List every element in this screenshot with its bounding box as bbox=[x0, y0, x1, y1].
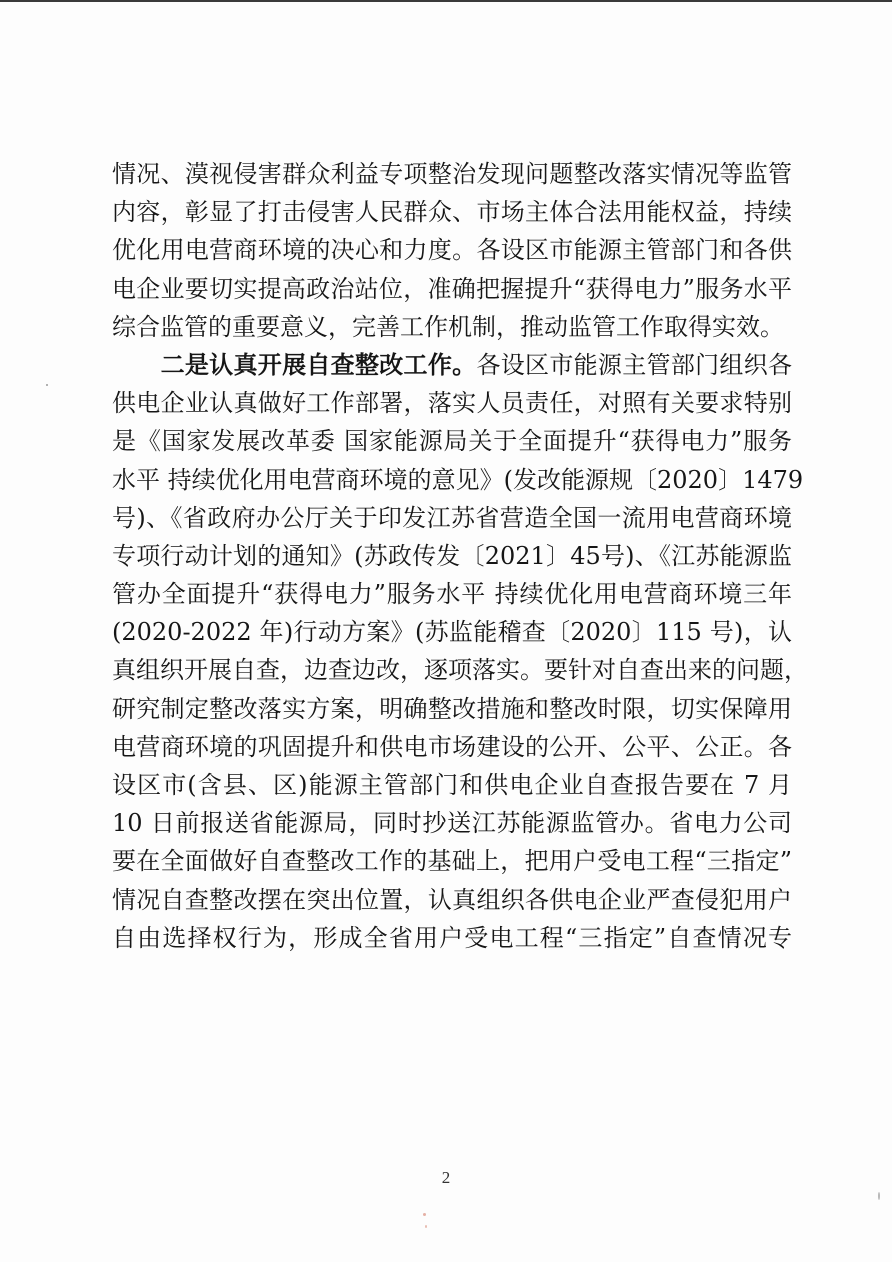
text-line: 水平 持续优化用电营商环境的意见》(发改能源规〔2020〕1479 bbox=[112, 465, 804, 494]
text-line: (2020-2022 年)行动方案》(苏监能稽查〔2020〕115 号)，认 bbox=[112, 618, 792, 647]
text-line: 情况自查整改摆在突出位置，认真组织各供电企业严查侵犯用户 bbox=[112, 885, 792, 914]
section-lead-text: 各设区市能源主管部门组织各 bbox=[476, 350, 793, 379]
text-line: 情况、漠视侵害群众利益专项整治发现问题整改落实情况等监管 bbox=[112, 160, 792, 188]
text-line: 是《国家发展改革委 国家能源局关于全面提升“获得电力”服务 bbox=[112, 427, 792, 456]
scan-speck bbox=[423, 1213, 426, 1216]
text-line bbox=[112, 957, 792, 995]
text-line: 电营商环境的巩固提升和供电市场建设的公开、公平、公正。各 bbox=[112, 732, 792, 761]
scan-speck bbox=[425, 1225, 427, 1228]
text-line: 电企业要切实提高政治站位，准确把握提升“获得电力”服务水平 bbox=[112, 274, 792, 303]
text-line bbox=[112, 346, 792, 384]
text-line: 内容，彰显了打击侵害人民群众、市场主体合法用能权益，持续 bbox=[112, 198, 792, 227]
page-number: 2 bbox=[441, 1168, 451, 1187]
text-line: 研究制定整改落实方案，明确整改措施和整改时限，切实保障用 bbox=[112, 694, 792, 723]
section-heading: 二是认真开展自查整改工作。 bbox=[112, 349, 477, 379]
scan-speck bbox=[878, 1192, 880, 1200]
scan-top-border bbox=[0, 0, 892, 2]
text-line bbox=[112, 995, 792, 1033]
document-body bbox=[112, 155, 808, 1033]
text-line: 设区市(含县、区)能源主管部门和供电企业自查报告要在 7 月 bbox=[112, 771, 792, 799]
text-line: 管办全面提升“获得电力”服务水平 持续优化用电营商环境三年 bbox=[112, 580, 792, 609]
text-line: 自由选择权行为，形成全省用户受电工程“三指定”自查情况专 bbox=[112, 923, 792, 952]
text-line: 优化用电营商环境的决心和力度。各设区市能源主管部门和各供 bbox=[112, 236, 792, 265]
text-line: 号)、《省政府办公厅关于印发江苏省营造全国一流用电营商环境 bbox=[112, 503, 792, 532]
text-line: 综合监管的重要意义，完善工作机制，推动监管工作取得实效。 bbox=[112, 312, 784, 341]
scan-speck bbox=[46, 384, 48, 386]
text-line: 要在全面做好自查整改工作的基础上，把用户受电工程“三指定” bbox=[112, 847, 792, 876]
text-line: 供电企业认真做好工作部署，落实人员责任，对照有关要求特别 bbox=[112, 389, 792, 418]
text-line: 10 日前报送省能源局，同时抄送江苏能源监管办。省电力公司 bbox=[112, 809, 792, 838]
text-line: 专项行动计划的通知》(苏政传发〔2021〕45号)、《江苏能源监 bbox=[112, 541, 792, 570]
text-line: 真组织开展自查，边查边改，逐项落实。要针对自查出来的问题， bbox=[112, 656, 808, 685]
